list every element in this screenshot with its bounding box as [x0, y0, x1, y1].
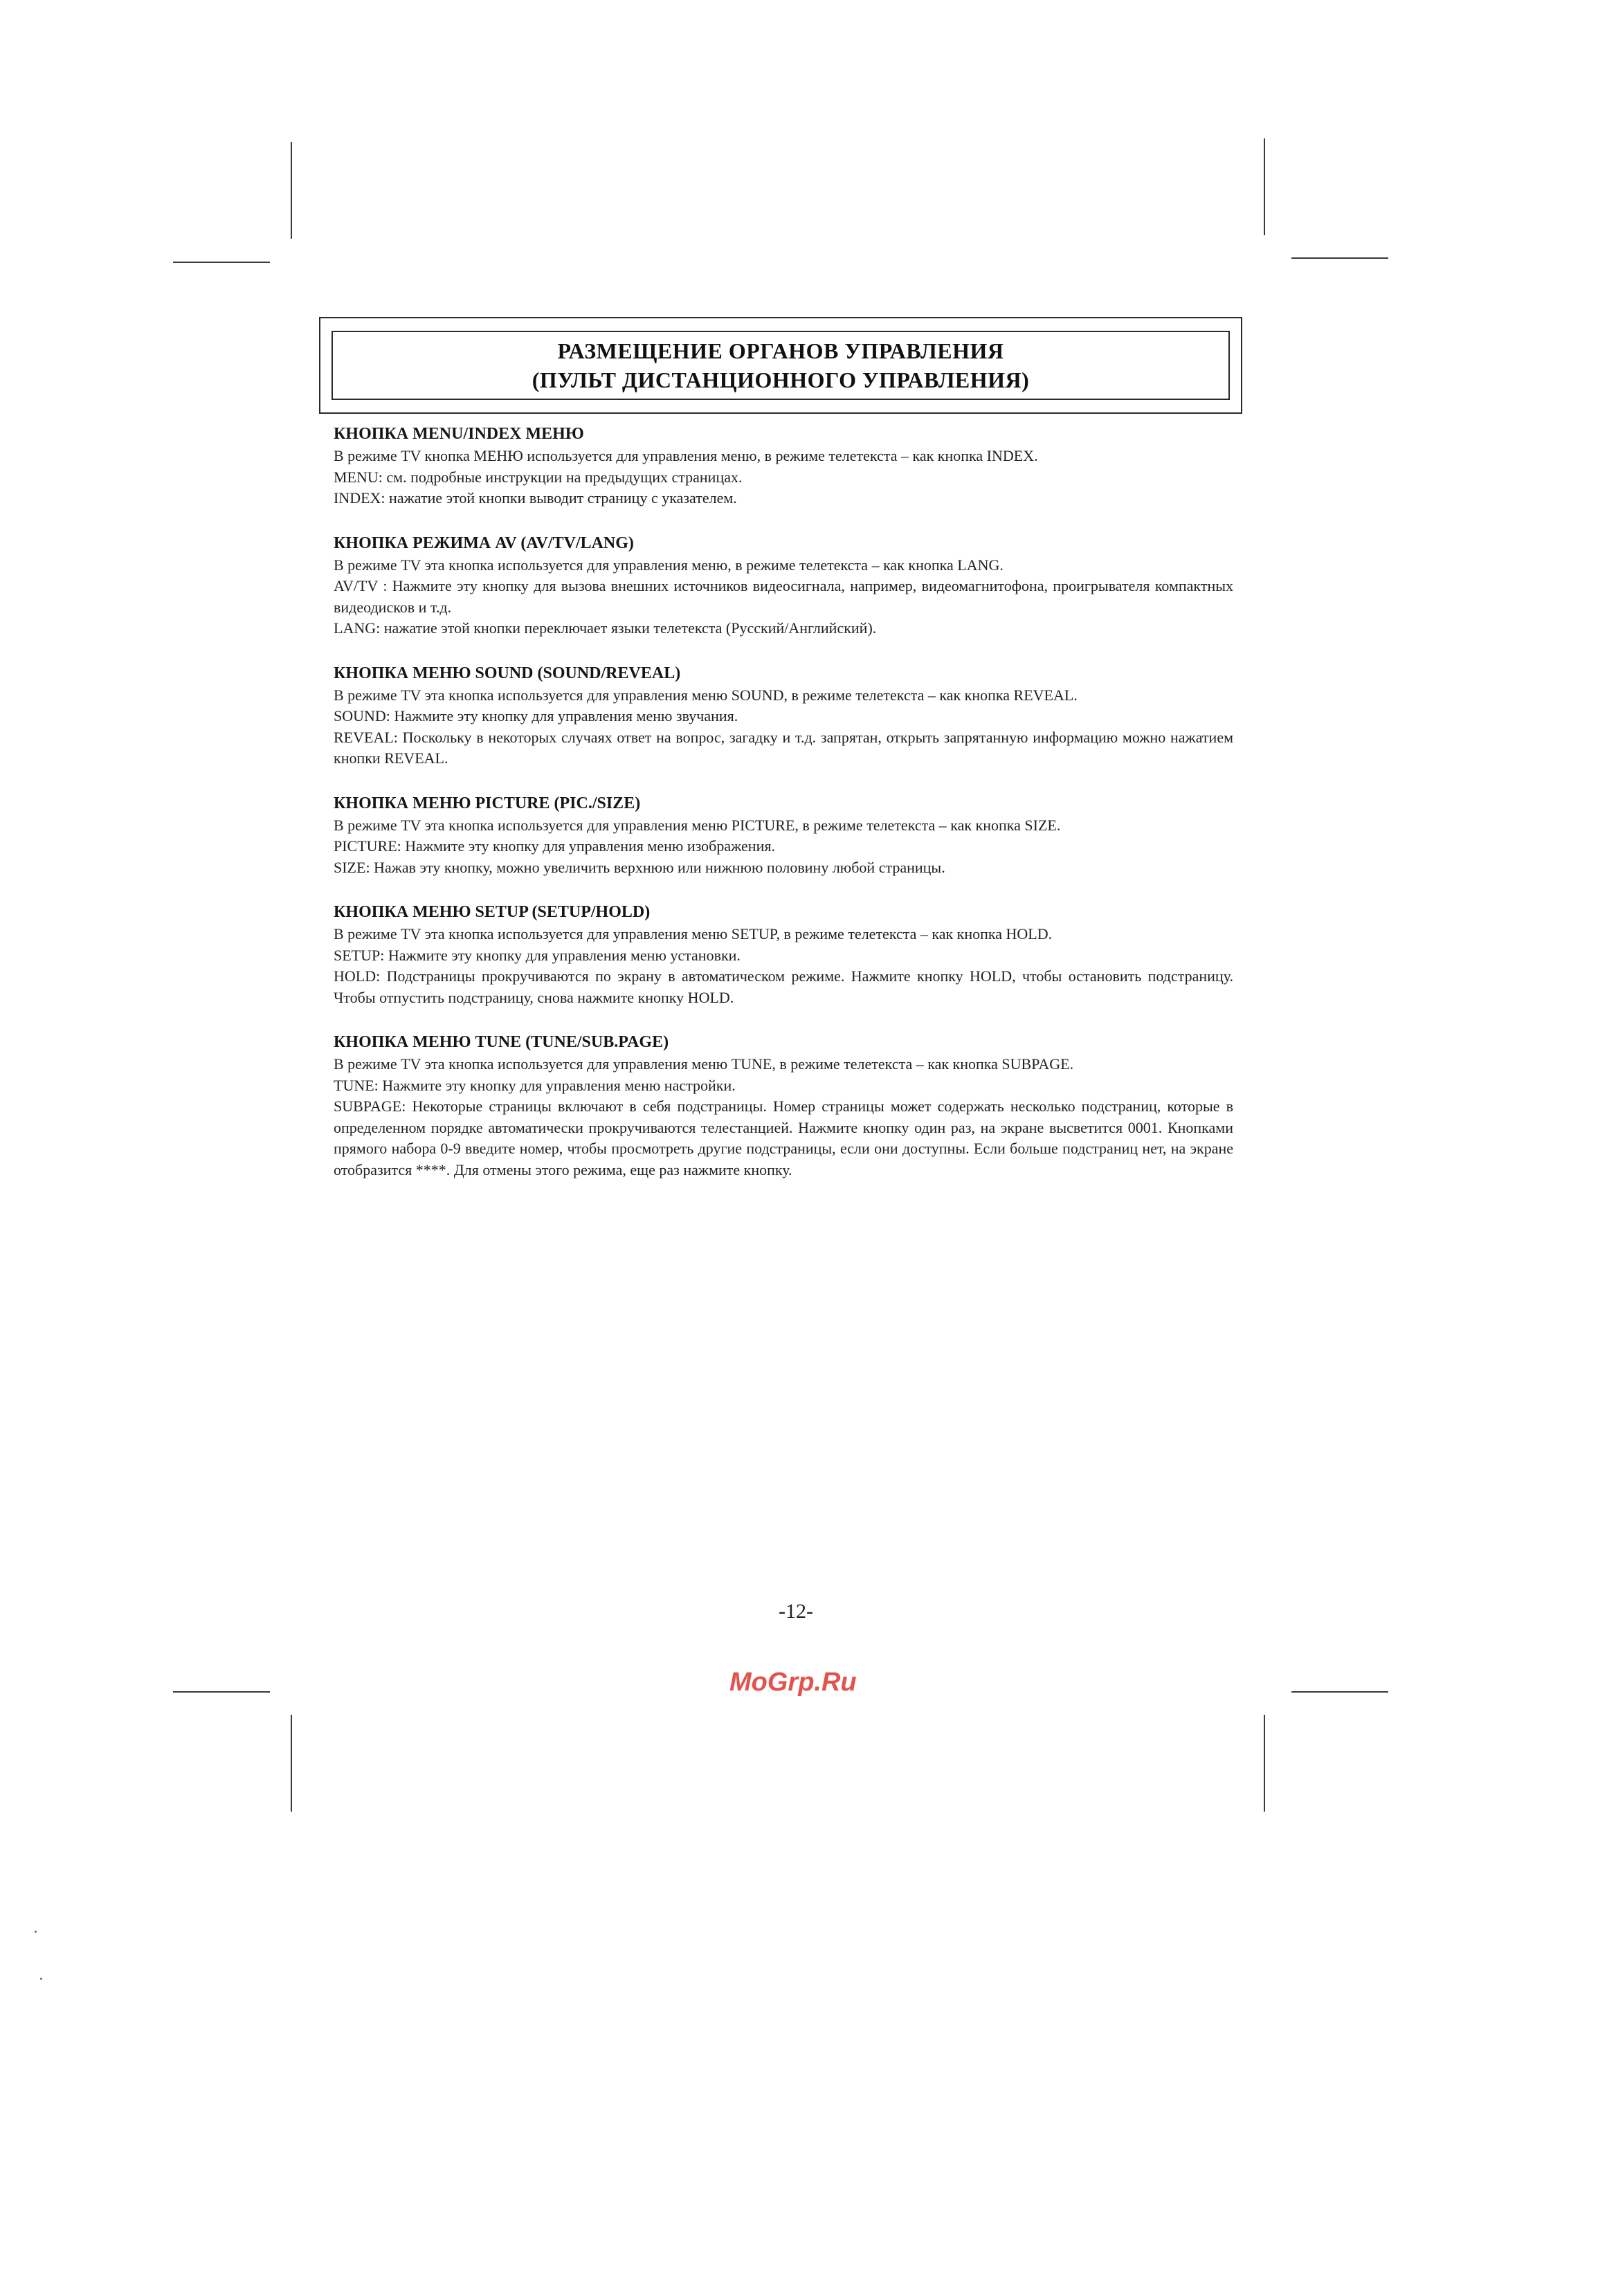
section-paragraph: В режиме TV эта кнопка используется для управления меню, в режиме телетекста – как кнопка LANG. — [334, 556, 1004, 574]
section-heading: КНОПКА МЕНЮ SETUP (SETUP/HOLD) — [334, 903, 651, 921]
section-menu-index — [334, 423, 1233, 509]
section-heading: КНОПКА MENU/INDEX МЕНЮ — [334, 425, 584, 443]
section-paragraph: LANG: нажатие этой кнопки переключает языки телетекста (Русский/Английский). — [334, 619, 877, 637]
section-paragraph: PICTURE: Нажмите эту кнопку для управления меню изображения. — [334, 837, 775, 855]
crop-mark-bottom-left-vertical — [291, 1715, 292, 1812]
crop-mark-top-left-horizontal — [173, 262, 270, 263]
scan-speck — [35, 1931, 37, 1933]
section-paragraph: AV/TV : Нажмите эту кнопку для вызова внешних источников видеосигнала, например, видеомагнитофона, проигрывателя компактных видеодисков и т.д. — [334, 577, 1233, 616]
section-picture — [334, 793, 1233, 879]
section-paragraph: TUNE: Нажмите эту кнопку для управления меню настройки. — [334, 1076, 736, 1094]
page-title: РАЗМЕЩЕНИЕ ОРГАНОВ УПРАВЛЕНИЯ — [557, 338, 1004, 363]
section-paragraph: SIZE: Нажав эту кнопку, можно увеличить верхнюю или нижнюю половину любой страницы. — [334, 858, 945, 876]
section-paragraph: INDEX: нажатие этой кнопки выводит страницу с указателем. — [334, 489, 737, 507]
section-paragraph: HOLD: Подстраницы прокручиваются по экрану в автоматическом режиме. Нажмите кнопку HOLD, чтобы остановить подстраницу. Чтобы отпустить подстраницу, снова нажмите кнопку HOLD. — [334, 967, 1234, 1006]
crop-mark-top-right-horizontal — [1291, 257, 1388, 259]
section-paragraph: SUBPAGE: Некоторые страницы включают в себя подстраницы. Номер страницы может содержать несколько подстраниц, которые в определенном порядке автоматически прокручиваются телестанцией. Нажмите кнопку один раз, на экране высветится 0001. Кнопками прямого набора 0-9 введите номер, чтобы просмотреть другие подстраницы, если они доступны. Если больше подстраниц нет, на экране отобразится ****. Для отмены этого режима, еще раз нажмите кнопку. — [334, 1097, 1233, 1178]
title-frame — [319, 317, 1242, 414]
section-paragraph: В режиме TV кнопка МЕНЮ используется для управления меню, в режиме телетекста – как кнопка INDEX. — [334, 447, 1038, 464]
scan-speck — [40, 1978, 42, 1980]
section-heading: КНОПКА МЕНЮ SOUND (SOUND/REVEAL) — [334, 664, 681, 682]
section-paragraph: REVEAL: Поскольку в некоторых случаях ответ на вопрос, загадку и т.д. запрятан, открыть запрятанную информацию можно нажатием кнопки REVEAL. — [334, 728, 1233, 767]
section-paragraph: В режиме TV эта кнопка используется для управления меню TUNE, в режиме телетекста – как кнопка SUBPAGE. — [334, 1055, 1074, 1073]
section-paragraph: В режиме TV эта кнопка используется для управления меню SOUND, в режиме телетекста – как кнопка REVEAL. — [334, 686, 1078, 704]
section-sound — [334, 663, 1233, 769]
section-heading: КНОПКА МЕНЮ TUNE (TUNE/SUB.PAGE) — [334, 1033, 669, 1051]
section-paragraph: SOUND: Нажмите эту кнопку для управления меню звучания. — [334, 707, 738, 725]
crop-mark-bottom-right-vertical — [1264, 1715, 1265, 1812]
section-heading: КНОПКА РЕЖИМА AV (AV/TV/LANG) — [334, 534, 634, 552]
title-inner-frame — [332, 331, 1230, 400]
document-body — [334, 423, 1233, 1204]
crop-mark-top-right-vertical — [1264, 138, 1265, 235]
section-av-mode — [334, 533, 1233, 639]
section-paragraph: В режиме TV эта кнопка используется для управления меню PICTURE, в режиме телетекста – как кнопка SIZE. — [334, 816, 1061, 834]
watermark-logo: MoGrp.Ru — [729, 1668, 857, 1697]
crop-mark-bottom-right-horizontal — [1291, 1691, 1388, 1693]
page-number: -12- — [779, 1600, 813, 1623]
section-tune — [334, 1032, 1233, 1181]
crop-mark-top-left-vertical — [291, 142, 292, 239]
section-paragraph: MENU: см. подробные инструкции на предыдущих страницах. — [334, 468, 743, 486]
section-paragraph: В режиме TV эта кнопка используется для управления меню SETUP, в режиме телетекста – как кнопка HOLD. — [334, 925, 1053, 942]
section-paragraph: SETUP: Нажмите эту кнопку для управления меню установки. — [334, 946, 741, 964]
section-setup — [334, 902, 1233, 1008]
page-subtitle: (ПУЛЬТ ДИСТАНЦИОННОГО УПРАВЛЕНИЯ) — [532, 367, 1030, 392]
section-heading: КНОПКА МЕНЮ PICTURE (PIC./SIZE) — [334, 794, 641, 812]
crop-mark-bottom-left-horizontal — [173, 1691, 270, 1693]
